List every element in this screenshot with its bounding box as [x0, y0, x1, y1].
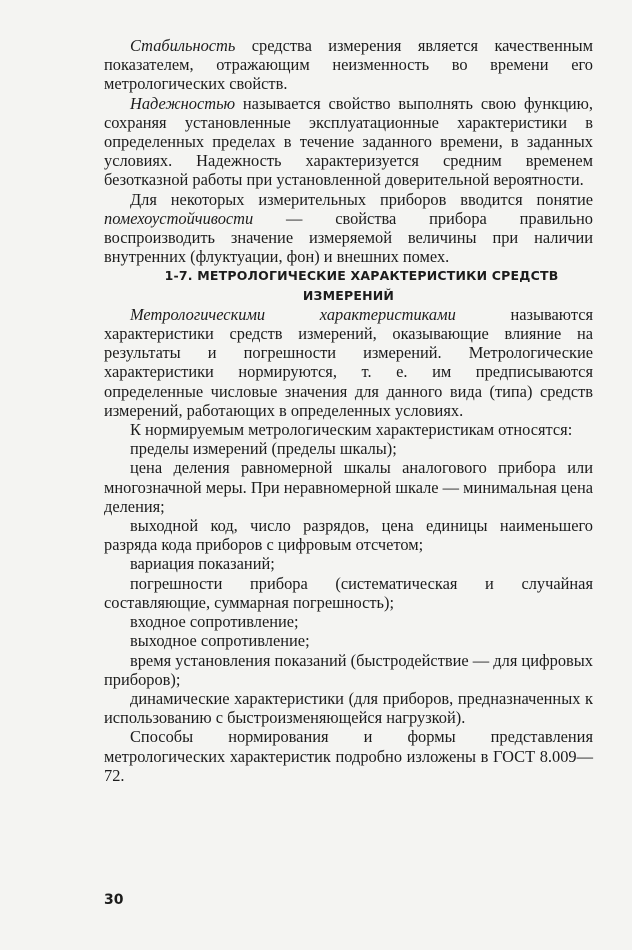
term-noise-immunity: помехоустойчивости — [104, 208, 254, 228]
list-item: выходной код, число разрядов, цена единицы наименьшего разряда кода приборов с цифровым отсчетом; — [104, 516, 593, 555]
list-item: динамические характеристики (для приборов, предназначенных к использованию с быстроизменяющейся нагрузкой). — [104, 688, 593, 728]
paragraph-text: Для некоторых измерительных приборов вводится понятие — [130, 189, 593, 209]
paragraph-standards: Способы нормирования и формы представления метрологических характеристик подробно изложены в ГОСТ 8.009—72. — [104, 727, 593, 785]
body-text — [104, 36, 593, 785]
term-reliability: Надежностью — [130, 93, 236, 113]
paragraph-text: — свойства прибора правильно воспроизводить значение измеряемой величины при наличии внутренних (флуктуации, фон) и внешних помех. — [104, 208, 593, 267]
list-item: входное сопротивление; — [130, 612, 299, 632]
paragraph-stability — [104, 36, 593, 94]
list-item: пределы измерений (пределы шкалы); — [130, 439, 397, 459]
paragraph-list-intro: К нормируемым метрологическим характеристикам относятся: — [130, 420, 573, 440]
page-number: 30 — [104, 892, 124, 908]
paragraph-text: называются характеристики средств измерений, оказывающие влияние на результаты и погрешности измерений. Метрологические характеристики нормируются, т. е. им предписываются определенные числовые значения для данного вида (типа) средств измерений, работающих в определенных условиях. — [104, 304, 594, 420]
list-item: время установления показаний (быстродействие — для цифровых приборов); — [104, 650, 593, 689]
list-item: погрешности прибора (систематическая и случайная составляющие, суммарная погрешность); — [104, 573, 593, 612]
term-metrological: Метрологическими характеристиками — [130, 304, 456, 324]
list-item: цена деления равномерной шкалы аналогового прибора или многозначной меры. При неравномерной шкале — минимальная цена деления; — [104, 458, 593, 516]
paragraph-reliability — [104, 94, 593, 190]
section-heading: 1-7. МЕТРОЛОГИЧЕСКИЕ ХАРАКТЕРИСТИКИ СРЕДСТВ ИЗМЕРЕНИЙ — [164, 268, 559, 303]
paragraph-noise-immunity — [104, 190, 593, 267]
term-stability: Стабильность — [130, 36, 236, 55]
paragraph-text: средства измерения является качественным показателем, отражающим неизменность во времени его метрологических свойств. — [104, 36, 593, 94]
paragraph-text: называется свойство выполнять свою функцию, сохраняя установленные эксплуатационные характеристики в определенных пределах в течение заданного времени, в заданных условиях. Надежность характеризуется средним временем безотказной работы при установленной доверительной вероятности. — [104, 93, 593, 190]
paragraph-metrological — [104, 305, 593, 420]
list-item: вариация показаний; — [130, 554, 275, 574]
list-item: выходное сопротивление; — [130, 631, 310, 651]
